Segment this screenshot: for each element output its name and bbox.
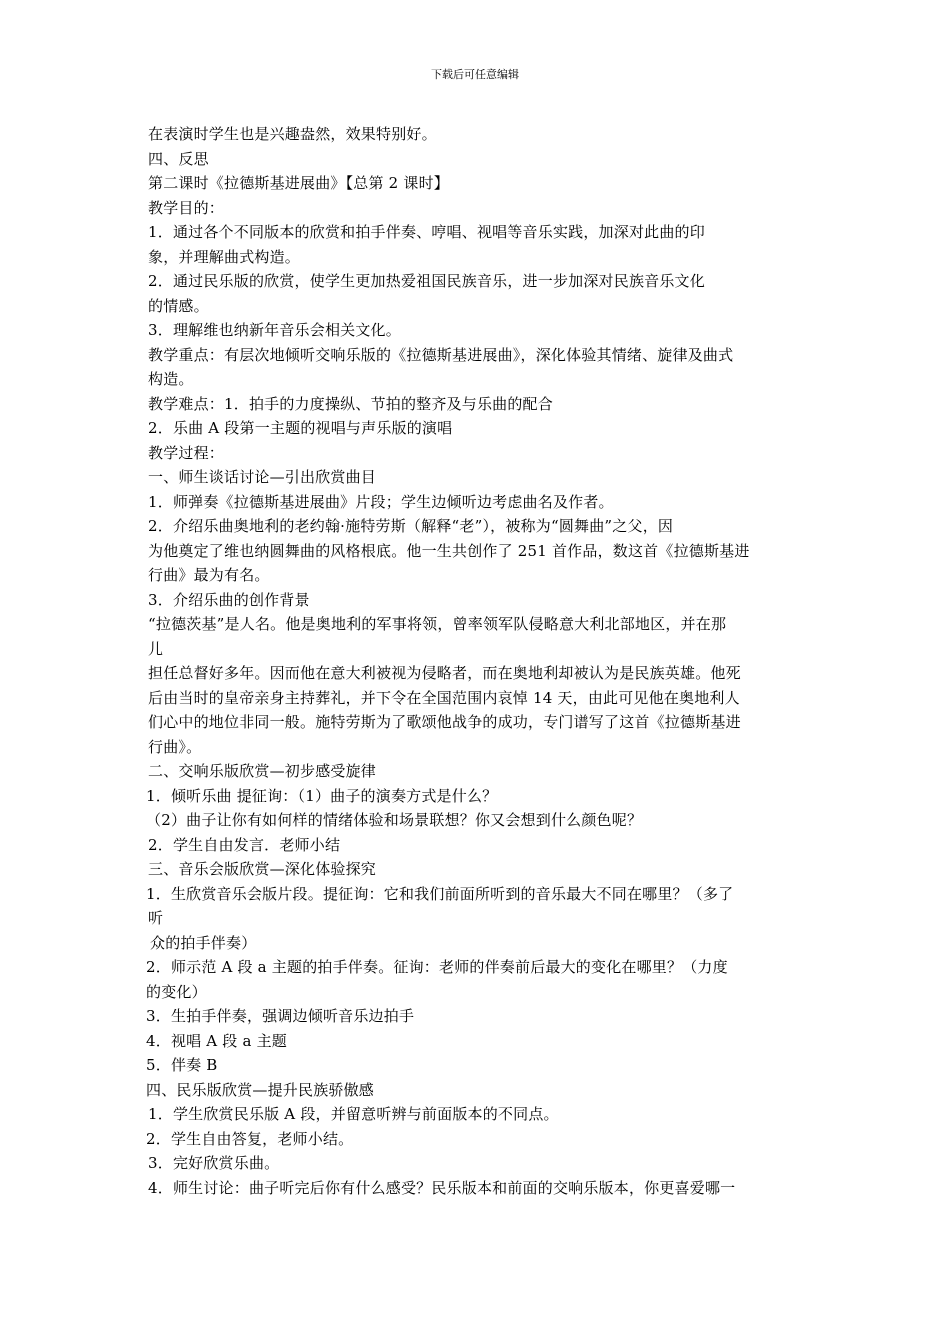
text-line: 众的拍手伴奏） xyxy=(150,934,257,952)
page-header: 下载后可任意编辑 xyxy=(431,68,519,81)
text-line: 教学难点：1．拍手的力度操纵、节拍的整齐及与乐曲的配合 xyxy=(148,395,553,413)
text-line: 2．师示范 A 段 a 主题的拍手伴奏。征询：老师的伴奏前后最大的变化在哪里？（力度 xyxy=(146,958,728,976)
text-line: 3．完好欣赏乐曲。 xyxy=(148,1154,280,1172)
text-line: 3．介绍乐曲的创作背景 xyxy=(148,591,310,609)
text-line: 3．理解维也纳新年音乐会相关文化。 xyxy=(148,321,401,339)
text-line: 1．学生欣赏民乐版 A 段，并留意听辨与前面版本的不同点。 xyxy=(148,1105,559,1123)
text-line: 1．倾听乐曲 提征询：（1）曲子的演奏方式是什么？ xyxy=(146,787,498,805)
text-line: 2．介绍乐曲奥地利的老约翰·施特劳斯（解释“老”），被称为“圆舞曲”之父，因 xyxy=(148,517,674,535)
text-line: 4．视唱 A 段 a 主题 xyxy=(146,1032,287,1050)
text-line: 担任总督好多年。因而他在意大利被视为侵略者，而在奥地利却被认为是民族英雄。他死 xyxy=(148,664,741,682)
text-line: 教学过程： xyxy=(148,444,225,462)
text-line: 1．师弹奏《拉德斯基进展曲》片段；学生边倾听边考虑曲名及作者。 xyxy=(148,493,614,511)
text-line: 2．学生自由发言．老师小结 xyxy=(148,836,341,854)
text-line: 的变化） xyxy=(146,983,207,1001)
text-line: 2．通过民乐版的欣赏，使学生更加热爱祖国民族音乐，进一步加深对民族音乐文化 xyxy=(148,272,705,290)
text-line: 教学重点：有层次地倾听交响乐版的《拉德斯基进展曲》，深化体验其情绪、旋律及曲式 xyxy=(148,346,734,364)
text-line: 1．通过各个不同版本的欣赏和拍手伴奏、哼唱、视唱等音乐实践，加深对此曲的印 xyxy=(148,223,705,241)
text-line: 3．生拍手伴奏，强调边倾听音乐边拍手 xyxy=(146,1007,415,1025)
text-line: 行曲》。 xyxy=(148,738,202,756)
text-line: 三、音乐会版欣赏—深化体验探究 xyxy=(148,860,377,878)
text-line: 儿 xyxy=(148,640,164,658)
text-line: 在表演时学生也是兴趣盎然，效果特别好。 xyxy=(148,125,437,143)
text-line: 行曲》最为有名。 xyxy=(148,566,270,584)
text-line: 们心中的地位非同一般。施特劳斯为了歌颂他战争的成功，专门谱写了这首《拉德斯基进 xyxy=(148,713,741,731)
text-line: 一、师生谈话讨论—引出欣赏曲目 xyxy=(148,468,377,486)
text-line: 二、交响乐版欣赏—初步感受旋律 xyxy=(148,762,377,780)
text-line: 2．乐曲 A 段第一主题的视唱与声乐版的演唱 xyxy=(148,419,453,437)
text-line: 第二课时《拉德斯基进展曲》【总第 2 课时】 xyxy=(148,174,449,192)
text-line: 后由当时的皇帝亲身主持葬礼，并下令在全国范围内哀悼 14 天，由此可见他在奥地利人 xyxy=(148,689,740,707)
text-line: 四、反思 xyxy=(148,150,209,168)
text-line: 为他奠定了维也纳圆舞曲的风格根底。他一生共创作了 251 首作品，数这首《拉德斯基进 xyxy=(148,542,750,560)
text-line: （2）曲子让你有如何样的情绪体验和场景联想？你又会想到什么颜色呢？ xyxy=(146,811,643,829)
text-line: 4．师生讨论：曲子听完后你有什么感受？民乐版本和前面的交响乐版本，你更喜爱哪一 xyxy=(148,1179,736,1197)
text-line: 的情感。 xyxy=(148,297,209,315)
text-line: 1．生欣赏音乐会版片段。提征询：它和我们前面所听到的音乐最大不同在哪里？（多了 xyxy=(146,885,734,903)
text-line: 听 xyxy=(148,909,164,927)
text-line: 2．学生自由答复，老师小结。 xyxy=(146,1130,354,1148)
text-line: 象，并理解曲式构造。 xyxy=(148,248,301,266)
text-line: 构造。 xyxy=(148,370,194,388)
text-line: 四、民乐版欣赏—提升民族骄傲感 xyxy=(146,1081,375,1099)
text-line: 5．伴奏 B xyxy=(146,1056,218,1074)
text-line: “拉德茨基”是人名。他是奥地利的军事将领，曾率领军队侵略意大利北部地区，并在那 xyxy=(148,615,727,633)
text-line: 教学目的： xyxy=(148,199,225,217)
